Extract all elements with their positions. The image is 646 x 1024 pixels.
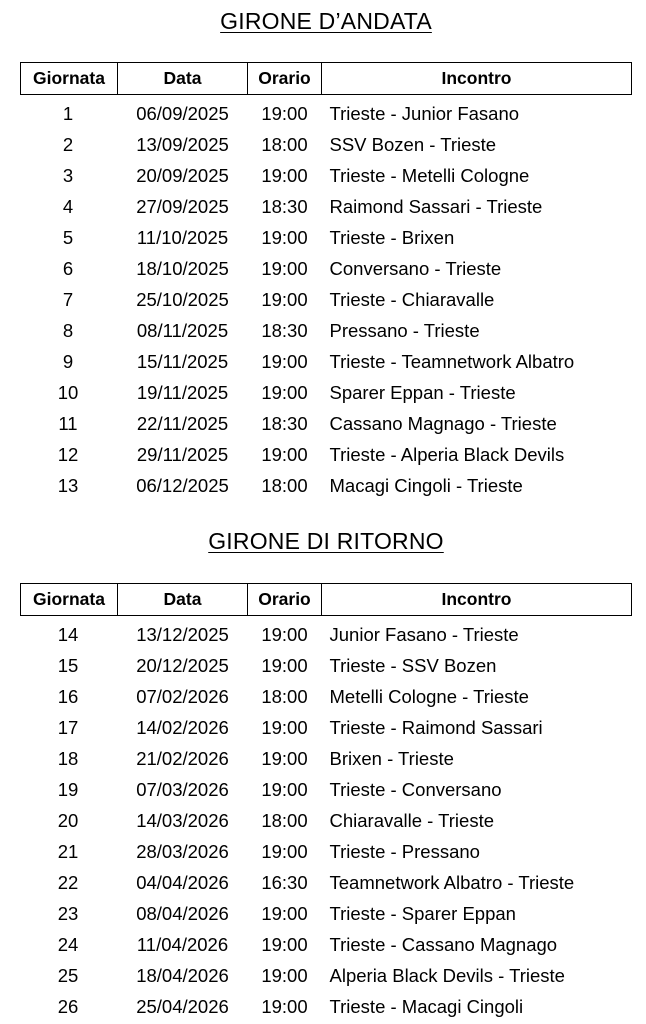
time-cell: 19:00 [261, 102, 308, 124]
match-cell: Macagi Cingoli - Trieste [329, 474, 523, 496]
giornata-cell: 8 [62, 319, 74, 341]
match-cell: Metelli Cologne - Trieste [329, 685, 529, 707]
match-cell: Trieste - Brixen [329, 226, 455, 248]
date-cell: 13/12/2025 [136, 623, 229, 645]
time-cell: 19:00 [261, 226, 308, 248]
date-cell: 11/10/2025 [136, 226, 229, 248]
giornata-cell: 10 [57, 381, 79, 403]
time-cell: 18:30 [261, 195, 308, 217]
table-row [21, 129, 632, 160]
giornata-cell: 12 [57, 443, 79, 465]
ritorno-header-row [21, 584, 632, 616]
andata-title: GIRONE D’ANDATA [220, 8, 432, 34]
giornata-cell: 24 [57, 933, 79, 955]
time-cell: 19:00 [261, 623, 308, 645]
ritorno-title: GIRONE DI RITORNO [208, 528, 444, 554]
date-cell: 25/10/2025 [136, 288, 229, 310]
date-cell: 14/02/2026 [136, 716, 229, 738]
andata-header-data: Data [118, 63, 248, 95]
match-cell: Trieste - Metelli Cologne [329, 164, 530, 186]
giornata-cell: 6 [62, 257, 74, 279]
match-cell: Cassano Magnago - Trieste [329, 412, 557, 434]
date-cell: 08/04/2026 [136, 902, 229, 924]
match-cell: Trieste - Alperia Black Devils [329, 443, 565, 465]
time-cell: 18:00 [261, 474, 308, 496]
ritorno-header-orario: Orario [248, 584, 322, 616]
match-cell: Trieste - Macagi Cingoli [329, 995, 524, 1017]
giornata-cell: 4 [62, 195, 74, 217]
date-cell: 18/10/2025 [136, 257, 229, 279]
date-cell: 08/11/2025 [136, 319, 229, 341]
giornata-cell: 1 [62, 102, 74, 124]
date-cell: 21/02/2026 [136, 747, 229, 769]
table-row [21, 929, 632, 960]
giornata-cell: 25 [57, 964, 79, 986]
table-row [21, 470, 632, 501]
time-cell: 18:30 [261, 412, 308, 434]
date-cell: 07/03/2026 [136, 778, 229, 800]
ritorno-header-giornata: Giornata [21, 584, 118, 616]
time-cell: 19:00 [261, 778, 308, 800]
time-cell: 19:00 [261, 164, 308, 186]
match-cell: SSV Bozen - Trieste [329, 133, 497, 155]
match-cell: Trieste - Teamnetwork Albatro [329, 350, 575, 372]
table-row [21, 805, 632, 836]
match-cell: Trieste - Cassano Magnago [329, 933, 558, 955]
giornata-cell: 14 [57, 623, 79, 645]
table-row [21, 991, 632, 1022]
match-cell: Trieste - Junior Fasano [329, 102, 520, 124]
time-cell: 19:00 [261, 350, 308, 372]
andata-schedule-body [21, 95, 632, 502]
andata-schedule-table [20, 62, 632, 501]
match-cell: Alperia Black Devils - Trieste [329, 964, 565, 986]
match-cell: Trieste - Conversano [329, 778, 502, 800]
table-row [21, 377, 632, 408]
ritorno-schedule-table [20, 583, 632, 1022]
table-row [21, 160, 632, 191]
giornata-cell: 11 [58, 412, 78, 434]
date-cell: 04/04/2026 [136, 871, 229, 893]
match-cell: Sparer Eppan - Trieste [329, 381, 516, 403]
giornata-cell: 20 [57, 809, 79, 831]
date-cell: 13/09/2025 [136, 133, 229, 155]
time-cell: 19:00 [261, 257, 308, 279]
match-cell: Trieste - Pressano [329, 840, 480, 862]
giornata-cell: 17 [57, 716, 79, 738]
table-row [21, 439, 632, 470]
giornata-cell: 21 [57, 840, 79, 862]
time-cell: 19:00 [261, 902, 308, 924]
time-cell: 19:00 [261, 840, 308, 862]
table-row [21, 774, 632, 805]
match-cell: Brixen - Trieste [329, 747, 454, 769]
match-cell: Junior Fasano - Trieste [329, 623, 519, 645]
match-cell: Pressano - Trieste [329, 319, 480, 341]
table-row [21, 867, 632, 898]
giornata-cell: 26 [57, 995, 79, 1017]
date-cell: 14/03/2026 [136, 809, 229, 831]
table-row [21, 898, 632, 929]
time-cell: 19:00 [261, 288, 308, 310]
giornata-cell: 23 [57, 902, 79, 924]
date-cell: 07/02/2026 [136, 685, 229, 707]
date-cell: 20/09/2025 [136, 164, 229, 186]
ritorno-header-incontro: Incontro [322, 584, 632, 616]
date-cell: 15/11/2025 [136, 350, 229, 372]
time-cell: 16:30 [261, 871, 308, 893]
table-row [21, 346, 632, 377]
match-cell: Teamnetwork Albatro - Trieste [329, 871, 575, 893]
date-cell: 06/09/2025 [136, 102, 229, 124]
table-row [21, 315, 632, 346]
giornata-cell: 9 [62, 350, 74, 372]
table-row [21, 681, 632, 712]
time-cell: 19:00 [261, 716, 308, 738]
table-row [21, 836, 632, 867]
date-cell: 20/12/2025 [136, 654, 229, 676]
giornata-cell: 18 [57, 747, 79, 769]
time-cell: 19:00 [261, 964, 308, 986]
table-row [21, 712, 632, 743]
time-cell: 18:00 [261, 133, 308, 155]
ritorno-header-data: Data [118, 584, 248, 616]
table-row [21, 743, 632, 774]
table-row [21, 191, 632, 222]
andata-header-orario: Orario [248, 63, 322, 95]
match-cell: Chiaravalle - Trieste [329, 809, 495, 831]
giornata-cell: 7 [62, 288, 74, 310]
date-cell: 19/11/2025 [136, 381, 229, 403]
date-cell: 06/12/2025 [136, 474, 229, 496]
table-row [21, 284, 632, 315]
match-cell: Conversano - Trieste [329, 257, 502, 279]
giornata-cell: 19 [57, 778, 79, 800]
time-cell: 19:00 [261, 654, 308, 676]
time-cell: 19:00 [261, 995, 308, 1017]
match-cell: Trieste - SSV Bozen [329, 654, 497, 676]
andata-header-incontro: Incontro [322, 63, 632, 95]
table-row [21, 616, 632, 651]
giornata-cell: 13 [57, 474, 79, 496]
date-cell: 18/04/2026 [136, 964, 229, 986]
table-row [21, 95, 632, 130]
giornata-cell: 22 [57, 871, 79, 893]
date-cell: 11/04/2026 [136, 933, 229, 955]
time-cell: 19:00 [261, 747, 308, 769]
time-cell: 18:30 [261, 319, 308, 341]
date-cell: 29/11/2025 [136, 443, 229, 465]
giornata-cell: 3 [62, 164, 74, 186]
table-row [21, 408, 632, 439]
table-row [21, 960, 632, 991]
table-row [21, 650, 632, 681]
table-row [21, 253, 632, 284]
time-cell: 18:00 [261, 809, 308, 831]
match-cell: Trieste - Sparer Eppan [329, 902, 516, 924]
date-cell: 27/09/2025 [136, 195, 229, 217]
match-cell: Trieste - Chiaravalle [329, 288, 495, 310]
table-row [21, 222, 632, 253]
match-cell: Trieste - Raimond Sassari [329, 716, 543, 738]
giornata-cell: 2 [62, 133, 74, 155]
date-cell: 25/04/2026 [136, 995, 229, 1017]
giornata-cell: 16 [57, 685, 79, 707]
andata-header-giornata: Giornata [21, 63, 118, 95]
giornata-cell: 15 [57, 654, 79, 676]
andata-header-row [21, 63, 632, 95]
giornata-cell: 5 [62, 226, 74, 248]
time-cell: 19:00 [261, 933, 308, 955]
time-cell: 19:00 [261, 443, 308, 465]
time-cell: 19:00 [261, 381, 308, 403]
date-cell: 28/03/2026 [136, 840, 229, 862]
date-cell: 22/11/2025 [136, 412, 229, 434]
time-cell: 18:00 [261, 685, 308, 707]
match-cell: Raimond Sassari - Trieste [329, 195, 543, 217]
ritorno-schedule-body [21, 616, 632, 1023]
